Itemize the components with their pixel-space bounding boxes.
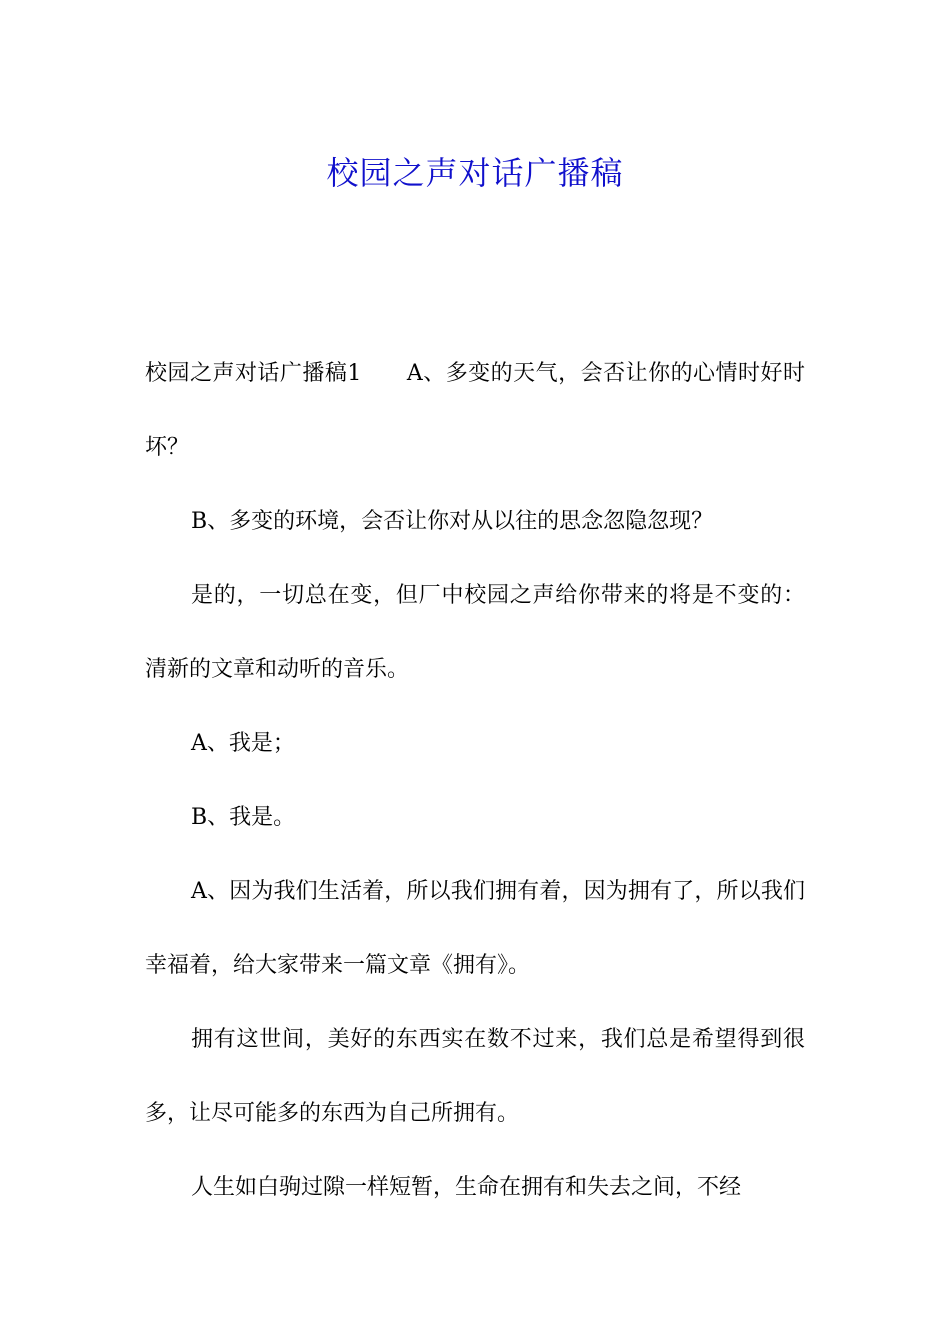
paragraph-4: A、我是；: [191, 731, 295, 756]
paragraph-6: A、因为我们生活着，所以我们拥有着，因为拥有了，所以我们幸福着，给大家带来一篇文章《拥有》。: [145, 879, 805, 978]
paragraph-7: 拥有这世间，美好的东西实在数不过来，我们总是希望得到很多，让尽可能多的东西为自己所拥有。: [145, 1027, 805, 1126]
paragraph-3: 是的，一切总在变，但厂中校园之声给你带来的将是不变的：清新的文章和动听的音乐。: [145, 583, 805, 682]
paragraph-5: B、我是。: [191, 805, 296, 830]
document-title: 校园之声对话广播稿: [326, 154, 624, 193]
paragraph-8: 人生如白驹过隙一样短暂，生命在拥有和失去之间，不经: [191, 1175, 742, 1200]
paragraph-2: B、多变的环境，会否让你对从以往的思念忽隐忽现？: [191, 509, 714, 534]
document-body: [145, 337, 805, 1225]
paragraph-1: 校园之声对话广播稿1 A、多变的天气，会否让你的心情时好时坏？: [145, 361, 805, 460]
